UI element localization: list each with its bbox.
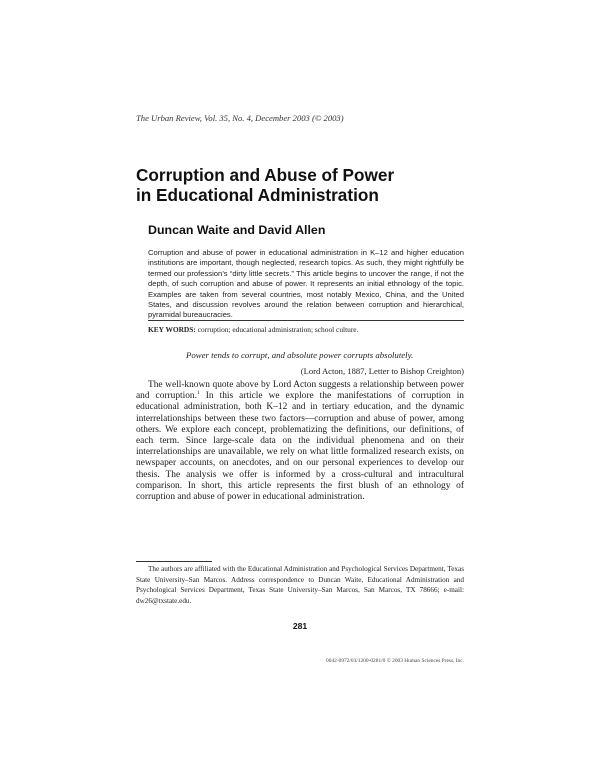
- article-title: [136, 165, 394, 205]
- body-text-part-1: The well-known quote above by Lord Acton suggests a relationship between power and corruption.: [136, 380, 464, 402]
- footnote-text: The authors are affiliated with the Educational Administration and Psychological Services Department, Texas State University–San Marcos. Address correspondence to Duncan Waite, Educational Administration and Psychological Services Department, Texas State University–San Marcos, San Marcos, TX 78666; e-mail: dw26@txstate.edu.: [136, 565, 464, 605]
- epigraph-attribution: (Lord Acton, 1887, Letter to Bishop Creighton): [300, 366, 464, 376]
- journal-citation: The Urban Review, Vol. 35, No. 4, December 2003 (© 2003): [136, 113, 344, 123]
- footnote: [136, 564, 464, 606]
- footnote-reference: 1: [196, 390, 200, 397]
- authors: Duncan Waite and David Allen: [148, 223, 326, 237]
- abstract: Corruption and abuse of power in educational administration in K–12 and higher education institutions are important, though neglected, research topics. As such, they might rightfully be termed our profession’s “dirty little secrets.” This article begins to uncover the range, if not the depth, of such corruption and abuse of power. It represents an initial ethnology of the topic. Examples are taken from several countries, most notably Mexico, China, and the United States, and discussion revolves around the relation between corruption and hierarchical, pyramidal bureaucracies.: [148, 248, 464, 320]
- footnote-divider: [136, 561, 212, 562]
- keywords-divider: [148, 320, 464, 321]
- body-paragraph: [136, 380, 464, 503]
- keywords-label: KEY WORDS:: [148, 325, 196, 334]
- body-text-part-2: In this article we explore the manifestations of corruption in educational administration, both K–12 and in tertiary education, and the dynamic interrelationships between these two factors—corruption and abuse of power, among others. We explore each concept, problematizing the definitions, our definitions, of each term. Since large-scale data on the individual phenomena and on their interrelationships are unavailable, we rely on what little formalized research exists, on newspaper accounts, on anecdotes, and on our personal experiences to develop our thesis. The analysis we offer is informed by a cross-cultural and intracultural comparison. In short, this article represents the first blush of an ethnology of corruption and abuse of power in educational administration.: [136, 391, 464, 503]
- page-number: 281: [292, 621, 308, 631]
- keywords-text: corruption; educational administration; school culture.: [197, 325, 359, 334]
- keywords: [148, 325, 464, 334]
- title-line-1: Corruption and Abuse of Power: [136, 165, 395, 185]
- title-line-2: in Educational Administration: [136, 185, 379, 205]
- publisher-line: 0042-0972/03/1200-0281/0 © 2003 Human Sciences Press, Inc.: [326, 658, 464, 664]
- epigraph-quote: Power tends to corrupt, and absolute power corrupts absolutely.: [186, 350, 414, 360]
